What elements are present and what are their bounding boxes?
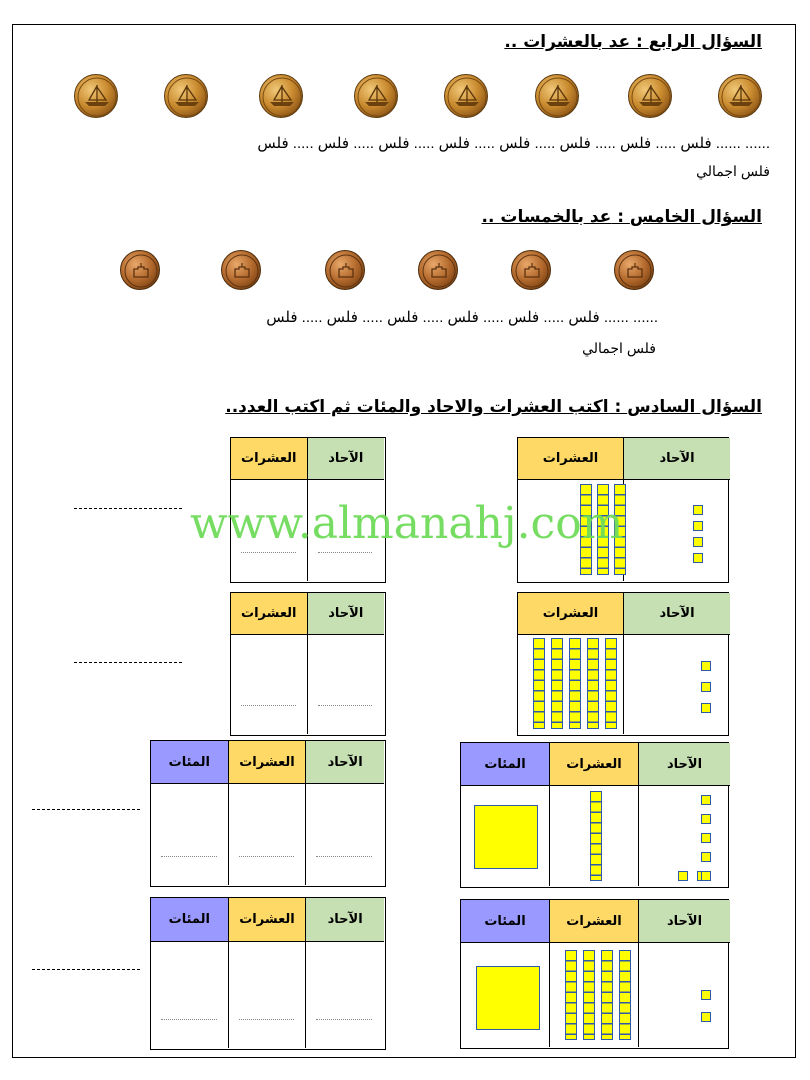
hundreds-flat-block	[474, 805, 538, 869]
ones-unit-block	[701, 852, 711, 862]
tens-rod-block	[583, 950, 595, 1040]
tens-column	[229, 942, 307, 1048]
hundreds-flat-block	[476, 966, 540, 1030]
q4-answer-row: ...... ...... فلس ..... فلس ..... فلس ..... فلس ..... فلس ..... فلس ..... فلس ..... فلس	[257, 135, 770, 152]
ones-column	[306, 784, 384, 885]
tens-header: العشرات	[231, 593, 308, 635]
answer-dots-ones[interactable]	[316, 856, 372, 857]
ones-column	[639, 943, 730, 1047]
answer-table-4	[150, 897, 386, 1050]
dhow-coin-icon	[535, 74, 579, 118]
ones-unit-block	[701, 1012, 711, 1022]
answer-table-2	[230, 592, 386, 736]
q4-title: السؤال الرابع : عد بالعشرات ..	[504, 32, 762, 52]
hundreds-header: المئات	[151, 898, 229, 942]
tens-header: العشرات	[229, 898, 307, 942]
fort-coin-icon	[418, 250, 458, 290]
q5-answer-row: ...... ...... فلس ..... فلس ..... فلس ..... فلس ..... فلس ..... فلس	[266, 309, 658, 326]
tens-header: العشرات	[550, 743, 639, 786]
tens-rod-block	[605, 638, 617, 729]
fort-coin-icon	[325, 250, 365, 290]
dhow-coin-icon	[259, 74, 303, 118]
answer-dots-tens[interactable]	[239, 1019, 295, 1020]
answer-dots-ones[interactable]	[316, 1019, 372, 1020]
ones-unit-block	[701, 990, 711, 1000]
ones-column	[308, 635, 385, 734]
q4-total-label: فلس اجمالي	[696, 163, 770, 179]
ones-header: الآحاد	[639, 743, 730, 786]
answer-dots-tens[interactable]	[239, 856, 295, 857]
q6-title: السؤال السادس : اكتب العشرات والاحاد والمئات ثم اكتب العدد..	[225, 397, 762, 417]
hundreds-header: المئات	[461, 900, 550, 943]
dhow-coin-icon	[628, 74, 672, 118]
fort-coin-icon	[120, 250, 160, 290]
number-answer-line[interactable]	[74, 662, 182, 663]
ones-unit-block	[678, 871, 688, 881]
hundreds-header: المئات	[151, 741, 229, 784]
ones-unit-block	[701, 661, 711, 671]
dhow-coin-icon	[164, 74, 208, 118]
q5-total-label: فلس اجمالي	[582, 340, 656, 356]
ones-header: الآحاد	[308, 593, 385, 635]
tens-header: العشرات	[518, 438, 624, 480]
dhow-coin-icon	[718, 74, 762, 118]
answer-dots-ones[interactable]	[318, 705, 373, 706]
watermark: www.almanahj.com	[190, 498, 624, 549]
answer-dots-tens[interactable]	[241, 552, 296, 553]
ones-header: الآحاد	[624, 593, 730, 635]
ones-header: الآحاد	[639, 900, 730, 943]
number-answer-line[interactable]	[32, 809, 140, 810]
ones-header: الآحاد	[624, 438, 730, 480]
tens-rod-block	[565, 950, 577, 1040]
number-answer-line[interactable]	[74, 508, 182, 509]
tens-rod-block	[569, 638, 581, 729]
tens-header: العشرات	[229, 741, 307, 784]
q5-title: السؤال الخامس : عد بالخمسات ..	[481, 207, 762, 227]
dhow-coin-icon	[444, 74, 488, 118]
ones-unit-block	[701, 814, 711, 824]
ones-unit-block	[693, 505, 703, 515]
tens-header: العشرات	[231, 438, 308, 480]
ones-unit-block	[693, 537, 703, 547]
fort-coin-icon	[221, 250, 261, 290]
dhow-coin-icon	[354, 74, 398, 118]
tens-header: العشرات	[550, 900, 639, 943]
ones-column	[306, 942, 384, 1048]
ones-unit-block	[701, 703, 711, 713]
fort-coin-icon	[614, 250, 654, 290]
answer-table-3	[150, 740, 386, 887]
ones-unit-block	[693, 521, 703, 531]
ones-column	[624, 480, 730, 581]
hundreds-column	[151, 784, 229, 885]
tens-rod-block	[590, 791, 602, 881]
tens-rod-block	[619, 950, 631, 1040]
ones-header: الآحاد	[308, 438, 385, 480]
hundreds-header: المئات	[461, 743, 550, 786]
answer-dots-hundreds[interactable]	[161, 856, 217, 857]
ones-column	[624, 635, 730, 734]
answer-dots-ones[interactable]	[318, 552, 373, 553]
tens-rod-block	[533, 638, 545, 729]
example-table-2	[517, 592, 729, 736]
ones-unit-block	[701, 871, 711, 881]
tens-rod-block	[551, 638, 563, 729]
tens-rod-block	[601, 950, 613, 1040]
ones-unit-block	[701, 795, 711, 805]
ones-unit-block	[693, 553, 703, 563]
ones-header: الآحاد	[306, 898, 384, 942]
dhow-coin-icon	[74, 74, 118, 118]
answer-dots-tens[interactable]	[241, 705, 296, 706]
number-answer-line[interactable]	[32, 969, 140, 970]
answer-dots-hundreds[interactable]	[161, 1019, 217, 1020]
tens-column	[229, 784, 307, 885]
ones-unit-block	[701, 833, 711, 843]
tens-column	[231, 635, 308, 734]
fort-coin-icon	[511, 250, 551, 290]
hundreds-column	[151, 942, 229, 1048]
ones-header: الآحاد	[306, 741, 384, 784]
tens-rod-block	[587, 638, 599, 729]
ones-unit-block	[701, 682, 711, 692]
tens-header: العشرات	[518, 593, 624, 635]
